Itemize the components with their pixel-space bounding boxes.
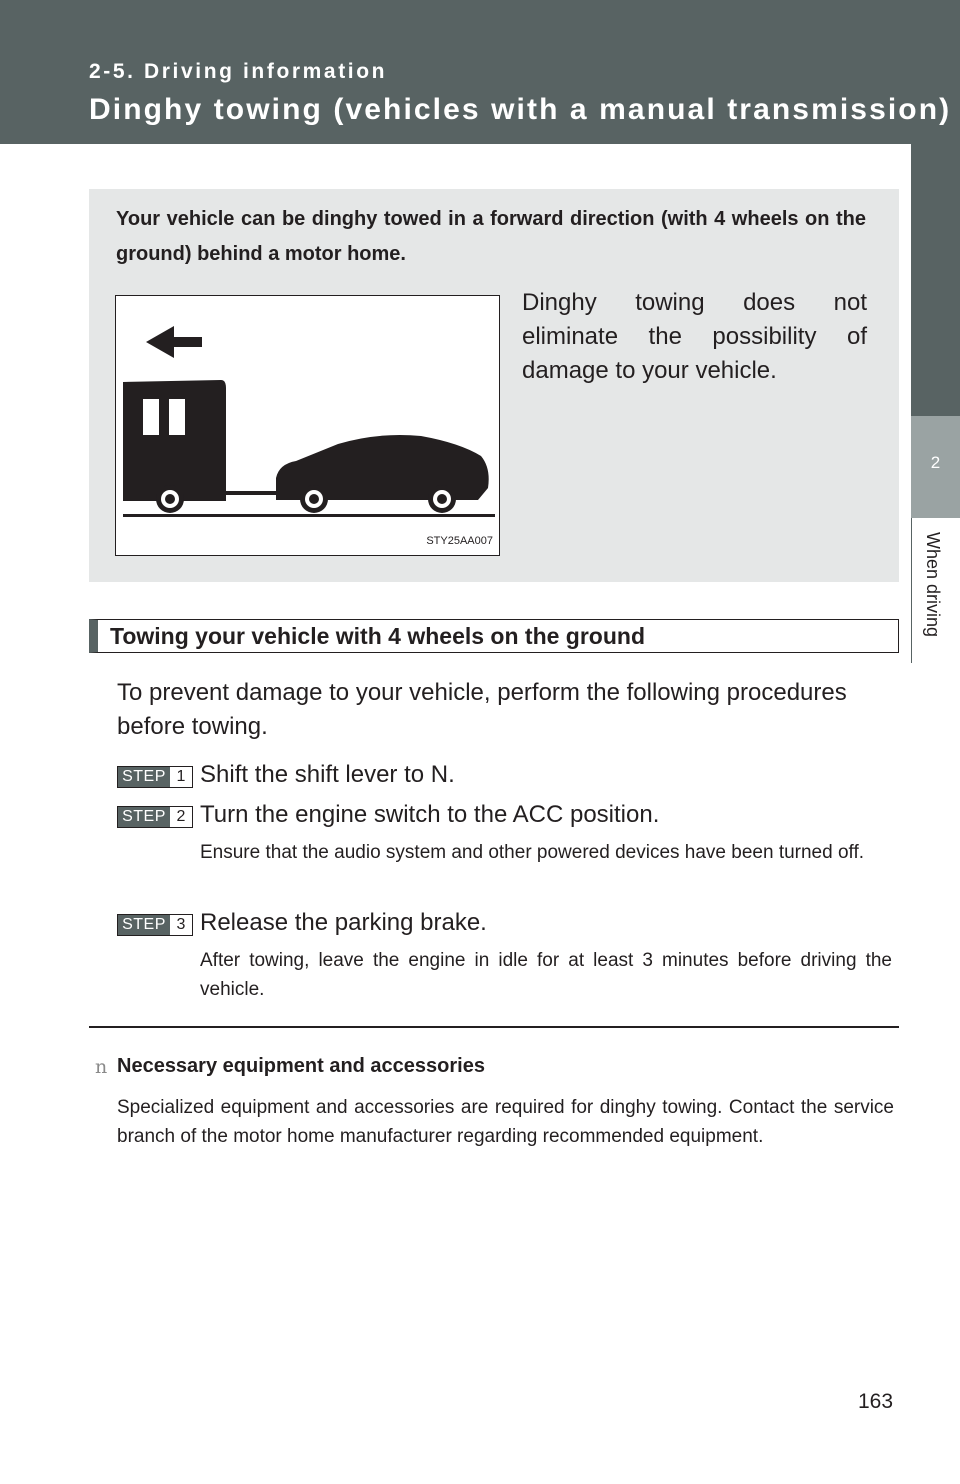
motorhome-towing-car-drawing xyxy=(116,296,501,557)
page-number: 163 xyxy=(858,1390,894,1413)
motorhome-window-right xyxy=(169,399,185,435)
step-text: Shift the shift lever to N. xyxy=(200,761,455,788)
ground-line xyxy=(123,514,495,517)
towing-illustration xyxy=(115,295,500,556)
step-number: 1 xyxy=(176,768,186,785)
section-heading: Towing your vehicle with 4 wheels on the ground xyxy=(110,623,646,649)
step-number: 2 xyxy=(176,808,186,825)
side-tab-divider xyxy=(911,518,912,663)
page-title: Dinghy towing (vehicles with a manual transmission) xyxy=(89,93,952,126)
chapter-number: 2 xyxy=(930,453,941,472)
step-item xyxy=(117,798,897,832)
section-heading-box xyxy=(89,619,899,653)
wheel-icon xyxy=(300,485,328,513)
step-text: Turn the engine switch to the ACC position. xyxy=(200,801,660,828)
side-tab-chapter[interactable] xyxy=(911,416,960,518)
step-badge xyxy=(117,806,193,828)
intro-paragraph: To prevent damage to your vehicle, perform the following procedures before towing. xyxy=(117,679,847,740)
direction-arrow-icon xyxy=(146,326,202,358)
step-note: After towing, leave the engine in idle for at least 3 minutes before driving the vehicle. xyxy=(200,950,892,1000)
notes-body: Specialized equipment and accessories are required for dinghy towing. Contact the service branch of the motor home manufacturer regarding recommended equipment. xyxy=(117,1097,894,1147)
step-item xyxy=(117,906,897,940)
figure-code: STY25AA007 xyxy=(426,535,493,547)
bullet-marker: n xyxy=(95,1056,108,1078)
step-badge xyxy=(117,914,193,936)
section-label: 2-5. Driving information xyxy=(89,60,388,83)
wheel-icon xyxy=(428,485,456,513)
step-word: STEP xyxy=(118,915,170,935)
wheel-icon xyxy=(156,485,184,513)
section-divider xyxy=(89,1026,899,1028)
motorhome-window-left xyxy=(143,399,159,435)
step-note: Ensure that the audio system and other powered devices have been turned off. xyxy=(200,842,865,863)
figure-caption: Dinghy towing does not eliminate the possibility of damage to your vehicle. xyxy=(522,289,867,384)
step-number: 3 xyxy=(176,916,186,933)
chapter-label: When driving xyxy=(923,532,943,638)
notes-heading: Necessary equipment and accessories xyxy=(117,1055,485,1077)
step-text: Release the parking brake. xyxy=(200,909,487,936)
intro-text: Your vehicle can be dinghy towed in a forward direction (with 4 wheels on the ground) behind a motor home. xyxy=(116,208,866,265)
step-item xyxy=(117,758,897,792)
side-tab-upper xyxy=(911,144,960,416)
motorhome-body xyxy=(123,380,226,501)
step-badge xyxy=(117,766,193,788)
tow-bar xyxy=(221,491,281,495)
step-word: STEP xyxy=(118,767,170,787)
step-word: STEP xyxy=(118,807,170,827)
